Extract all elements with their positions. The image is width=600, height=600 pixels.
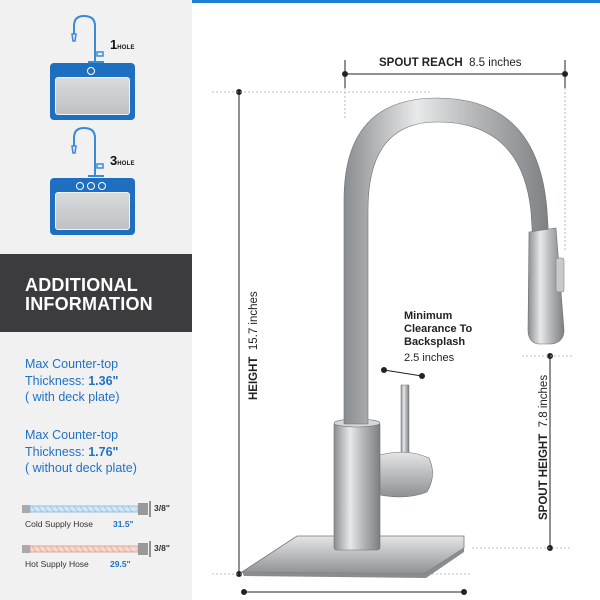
spec2-prefix: Thickness: xyxy=(25,444,89,459)
cold-hose-label: Cold Supply Hose xyxy=(25,519,94,529)
sink-hole xyxy=(87,67,95,75)
sink-basin xyxy=(55,77,130,115)
hot-supply-hose-icon xyxy=(22,540,154,558)
spec-without-deck-plate xyxy=(25,427,137,477)
spout-height-dimension xyxy=(538,375,550,520)
faucet-three-hole-icon xyxy=(62,126,112,178)
spec1-line3: ( with deck plate) xyxy=(25,390,120,404)
clearance-line1: Minimum xyxy=(404,310,453,322)
one-hole-label xyxy=(110,36,135,54)
hot-hose-label: Hot Supply Hose xyxy=(25,559,89,569)
height-label: HEIGHT xyxy=(248,356,260,400)
spout-reach-value: 8.5 inches xyxy=(469,57,522,69)
spec2-line3: ( without deck plate) xyxy=(25,461,137,475)
one-hole-word: HOLE xyxy=(117,45,135,51)
spec1-prefix: Thickness: xyxy=(25,373,89,388)
clearance-line3: Backsplash xyxy=(404,336,466,348)
height-value: 15.7 inches xyxy=(248,291,260,351)
cold-hose-size: 3/8" xyxy=(154,503,170,513)
spec2-value: 1.76" xyxy=(88,444,119,459)
clearance-value: 2.5 inches xyxy=(404,352,455,364)
spec-with-deck-plate xyxy=(25,356,119,406)
spout-reach-dimension xyxy=(379,57,522,69)
spout-reach-label: SPOUT REACH xyxy=(379,57,463,69)
spec2-line1: Max Counter-top xyxy=(25,428,119,442)
spout-height-label: SPOUT HEIGHT xyxy=(538,433,550,520)
sink-hole xyxy=(76,182,84,190)
spec1-value: 1.36" xyxy=(88,373,119,388)
height-dimension xyxy=(248,291,260,400)
info-title xyxy=(25,276,185,314)
three-hole-number: 3 xyxy=(110,153,118,168)
spec1-line1: Max Counter-top xyxy=(25,357,119,371)
hot-hose-length: 29.5" xyxy=(110,559,131,569)
sink-three-hole xyxy=(50,178,135,235)
clearance-line2: Clearance To xyxy=(404,323,473,335)
one-hole-number: 1 xyxy=(110,37,118,52)
spout-height-value: 7.8 inches xyxy=(538,374,550,428)
sink-hole xyxy=(87,182,95,190)
clearance-note xyxy=(404,310,472,349)
three-hole-label xyxy=(110,152,135,170)
sink-one-hole xyxy=(50,63,135,120)
cold-supply-hose-icon xyxy=(22,500,154,518)
sink-hole xyxy=(98,182,106,190)
three-hole-word: HOLE xyxy=(117,161,135,167)
faucet-one-hole-icon xyxy=(62,14,112,64)
info-title-line1: ADDITIONAL xyxy=(25,275,138,295)
info-title-line2: INFORMATION xyxy=(25,294,153,314)
hot-hose-size: 3/8" xyxy=(154,543,170,553)
sink-basin xyxy=(55,192,130,230)
cold-hose-length: 31.5" xyxy=(113,519,134,529)
